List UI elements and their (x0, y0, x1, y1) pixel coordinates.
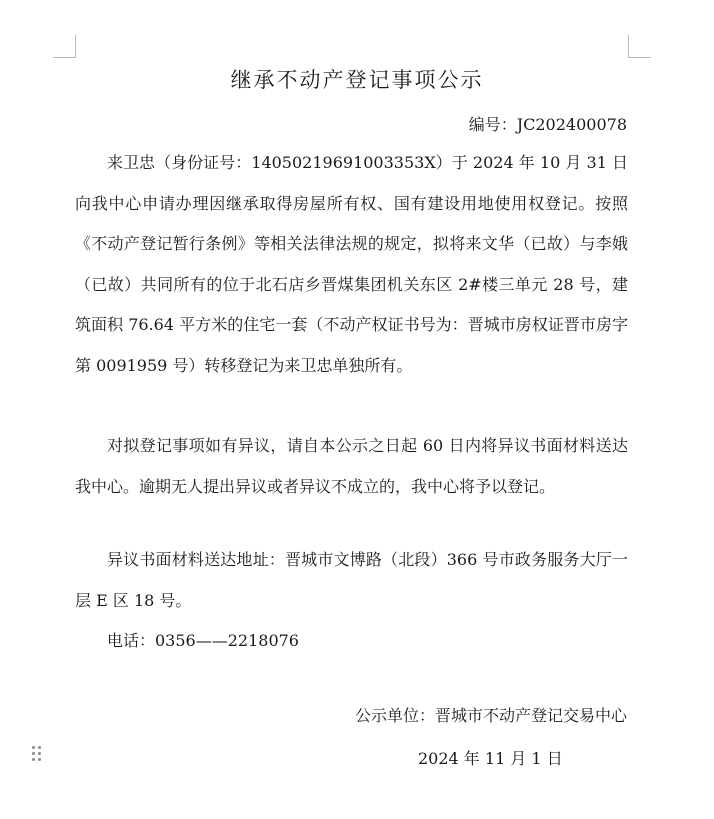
document-number: 编号：JC202400078 (468, 115, 627, 134)
top-left-crop-mark (53, 35, 76, 58)
paragraph-objection: 对拟登记事项如有异议，请自本公示之日起 60 日内将异议书面材料送达我中心。逾期无人提出异议或者异议不成立的，我中心将予以登记。 (75, 436, 628, 496)
issue-date: 2024 年 11 月 1 日 (418, 749, 563, 768)
document-title: 继承不动产登记事项公示 (230, 68, 484, 92)
paragraph-application: 来卫忠（身份证号：14050219691003353X）于 2024 年 10 月 31 日向我中心申请办理因继承取得房屋所有权、国有建设用地使用权登记。按照《不动产登记暂行条例》等相关法律法规的规定，拟将来文华（已故）与李娥（已故）共同所有的位于北石店乡晋煤集团机关东区 2#楼三单元 28 号，建筑面积 76.64 平方米的住宅一套（不动产权证书号为：晋城市房权证晋市房字第 0091959 号）转移登记为来卫忠单独所有。 (75, 153, 628, 375)
drag-handle-icon[interactable] (30, 744, 44, 764)
paragraph-address: 异议书面材料送达地址：晋城市文博路（北段）366 号市政务服务大厅一层 E 区 18 号。 (75, 550, 628, 610)
phone-line: 电话：0356——2218076 (107, 631, 299, 650)
top-right-crop-mark (628, 35, 651, 58)
issuing-unit: 公示单位：晋城市不动产登记交易中心 (354, 706, 627, 725)
